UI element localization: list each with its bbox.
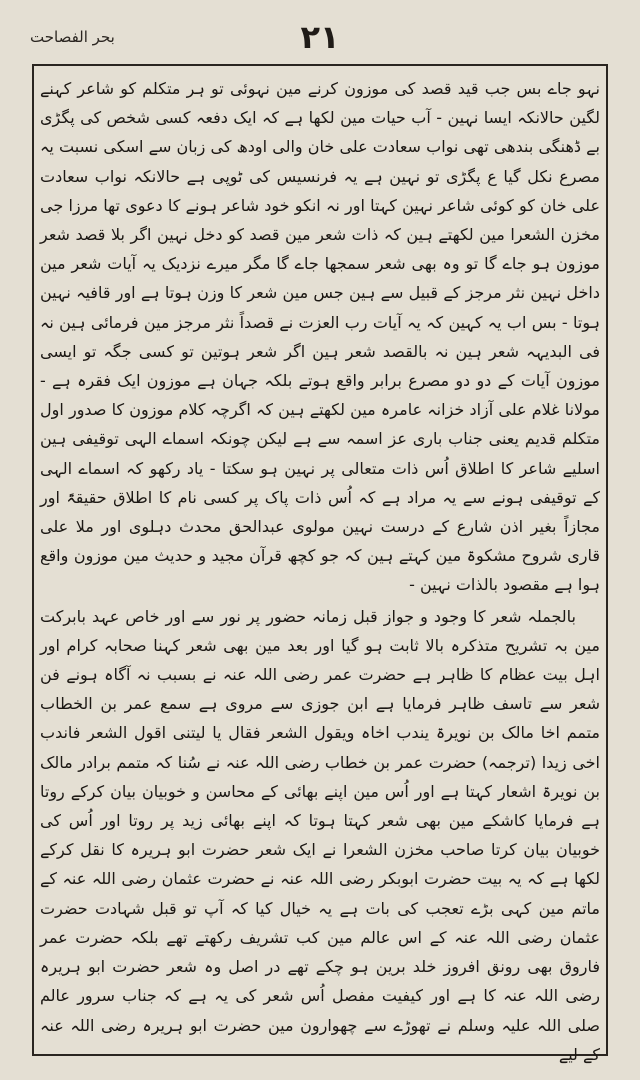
book-title: بحر الفصاحت	[30, 28, 115, 46]
page-header	[30, 18, 610, 58]
paragraph: نہو جاے بس جب قید قصد کی موزون کرنے مین نہوئی تو ہر متکلم کو شاعر کہنے لگین حالانکہ ایسا نہین - آب حیات مین لکھا ہے کہ ایک دفعہ کسی شخص کی پگڑی بے ڈھنگی بندھی تھی نواب سعادت علی خان والی اودھ کی زبان سے اسکی نسبت یہ مصرع نکل گیا ع پگڑی تو نہین ہے یہ فرنسیس کی ٹوپی ہے حالانکہ نواب سعادت علی خان کو کوئی شاعر نہین کہتا اور نہ انکو خود شاعر ہونے کا دعوی تھا مرزا جی مخزن الشعرا مین لکھتے ہین کہ ذات شعر مین قصد کو دخل نہین اگر بلا قصد شعر موزون ہو جاے گا تو وہ بھی شعر سمجھا جاے گا مگر میرے نزدیک یہ آیات شعر مین داخل نہین نثر مرجز کے قبیل سے ہین جس مین شعر کا وزن ہوتا ہے اور قافیہ نہین ہوتا - بس اب یہ کہین کہ یہ آیات رب العزت نے قصداً نثر مرجز مین فرمائی ہین نہ فی البدیہہ شعر ہین نہ بالقصد شعر ہین اگر شعر ہوتین تو کسی جگہ تو ایسی موزون آیات کے دو دو مصرع برابر واقع ہوتے بلکہ جہان ہے موزون ایک فقرہ ہے - مولانا غلام علی آزاد خزانہ عامرہ مین لکھتے ہین کہ اگرچہ کلام موزون کا صدور اول متکلم قدیم یعنی جناب باری عز اسمہ سے ہے لیکن چونکہ اسماے الہی توقیفی ہین اسلیے شاعر کا اطلاق اُس ذات متعالی پر نہین ہو سکتا - یاد رکھو کہ اسماے الہی کے توقیفی ہونے سے یہ مراد ہے کہ اُس ذات پاک پر کسی نام کا اطلاق حقیقۃً اور مجازاً بغیر اذن شارع کے درست نہین مولوی عبدالحق محدث دہلوی اور ملا علی قاری شروح مشکوۃ مین کہتے ہین کہ جو کچھ قرآن مجید و حدیث مین موزون واقع ہوا ہے مقصود بالذات نہین -	[40, 79, 600, 595]
page-number: ۲۱	[300, 18, 340, 56]
paragraph: بالجملہ شعر کا وجود و جواز قبل زمانہ حضور پر نور سے اور خاص عہد بابرکت مین بہ تشریح متذکرہ بالا ثابت ہو گیا اور بعد مین بھی شعر کہنا صحابہ کرام اور اہل بیت عظام کا ظاہر ہے حضرت عمر رضی اللہ عنہ نے بسبب نہ آگاہ ہونے فن شعر سے تاسف ظاہر فرمایا ہے ابن جوزی سے مروی ہے سمع عمر بن الخطاب متمم اخا مالک بن نویرۃ یندب اخاہ ویقول الشعر فقال یا لیتنی اقول الشعر فاندب اخی زیدا (ترجمہ) حضرت عمر بن خطاب رضی اللہ عنہ نے سُنا کہ متمم برادر مالک بن نویرۃ اشعار کہتا ہے اور اُس مین اپنے بھائی کے محاسن و خوبیان بیان کرکے روتا ہے فرمایا کاشکے مین بھی شعر کہتا ہوتا کہ اپنے بھائی زید پر روتا اور اُس کی خوبیان بیان کرتا صاحب مخزن الشعرا نے ایک شعر حضرت ابو ہریرہ کا نقل کرکے لکھا ہے کہ یہ بیت حضرت ابوبکر رضی اللہ عنہ نے حضرت عثمان رضی اللہ عنہ کے ماتم مین کہی بڑے تعجب کی بات ہے یہ خیال کیا کہ آپ تو قبل شہادت حضرت عثمان رضی اللہ عنہ کے اس عالم مین کب تشریف رکھتے تھے بلکہ حضرت عمر فاروق بھی رونق افروز خلد برین ہو چکے تھے در اصل وہ شعر حضرت ابو ہریرہ رضی اللہ عنہ کا ہے اور کیفیت مفصل اُس شعر کی یہ ہے کہ جناب سرور عالم صلی اللہ علیہ وسلم نے تھوڑے سے چھوارون مین حضرت ابو ہریرہ رضی اللہ عنہ کے لیے	[40, 606, 600, 1064]
body-text	[40, 74, 600, 1069]
